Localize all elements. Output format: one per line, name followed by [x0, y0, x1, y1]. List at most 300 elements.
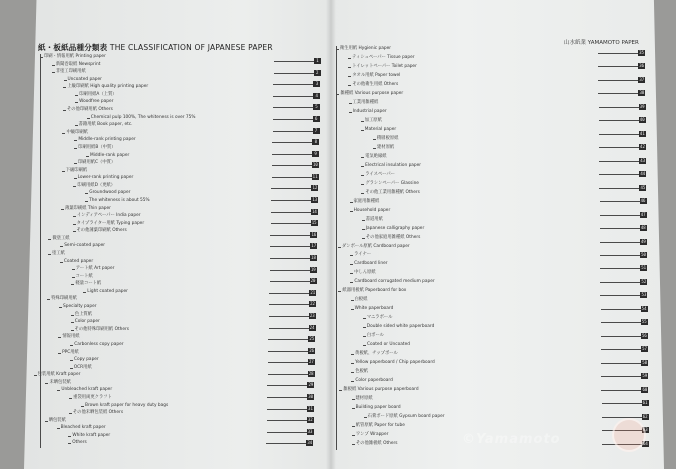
- category-label: その他雑板紙 Others: [355, 441, 398, 447]
- leader-line: [602, 417, 642, 418]
- branch-line: [352, 444, 355, 445]
- leader-line: [601, 376, 641, 377]
- branch-line: [63, 110, 66, 111]
- leader-line: [267, 397, 307, 398]
- category-label: 色板紙: [355, 369, 369, 375]
- leader-line: [600, 295, 640, 296]
- branch-line: [73, 224, 76, 225]
- branch-line: [351, 300, 354, 301]
- category-number-badge: 10: [312, 162, 318, 168]
- category-label: Material paper: [364, 126, 397, 132]
- branch-line: [338, 291, 341, 292]
- category-label: 軽量コート紙: [75, 281, 102, 287]
- category-label: 書籍用紙 Book paper, etc.: [78, 122, 133, 128]
- category-number-badge: 6: [313, 116, 320, 122]
- branch-line: [47, 299, 50, 300]
- category-number-badge: 47: [640, 211, 646, 217]
- leader-line: [267, 385, 307, 386]
- category-label: Groundwood paper: [89, 190, 131, 196]
- branch-line: [61, 209, 64, 210]
- category-label: ライスペーパー: [365, 171, 395, 177]
- category-number-badge: 51: [641, 265, 647, 271]
- category-number-badge: 31: [308, 405, 313, 411]
- category-number-badge: 61: [642, 400, 648, 406]
- branch-line: [70, 345, 73, 346]
- leader-line: [598, 93, 638, 94]
- category-label: グラシンペーパー Glassine: [365, 180, 419, 186]
- category-label: Household paper: [353, 207, 391, 213]
- leader-line: [601, 390, 641, 391]
- branch-line: [363, 345, 366, 346]
- category-label: 重袋用両更クラフト: [73, 394, 112, 400]
- leader-line: [274, 73, 314, 74]
- branch-line: [364, 417, 367, 418]
- branch-line: [87, 118, 90, 119]
- category-label: 印刷・情報用紙 Printing paper: [44, 54, 106, 59]
- category-number-badge: 45: [640, 184, 646, 190]
- branch-line: [62, 133, 65, 134]
- category-label: 印刷用紙A（上質）: [79, 91, 117, 97]
- category-label: Carbonless copy paper: [74, 341, 124, 347]
- leader-line: [273, 119, 313, 120]
- category-label: コート紙: [75, 273, 93, 279]
- category-label: 黄板紙、チップボール: [355, 351, 398, 357]
- branch-line: [363, 336, 366, 337]
- publisher-jp: 山水紙業: [564, 40, 587, 46]
- category-label: Chemical pulp 100%, The whiteness is over 75%: [90, 114, 196, 120]
- leader-line: [600, 228, 640, 229]
- category-label: 紙器用板紙 Paperboard for box: [342, 288, 407, 294]
- branch-line: [363, 327, 366, 328]
- tree-trunk-line: [40, 54, 41, 448]
- leader-line: [601, 336, 641, 337]
- branch-line: [85, 201, 88, 202]
- leader-line: [270, 246, 310, 247]
- category-label: 新聞巻取紙 Newsprint: [55, 61, 101, 67]
- branch-line: [361, 184, 364, 185]
- leader-line: [269, 316, 309, 317]
- category-number-badge: 44: [640, 171, 646, 177]
- category-number-badge: 50: [641, 252, 646, 257]
- branch-line: [73, 186, 76, 187]
- leader-line: [272, 142, 312, 143]
- category-label: Brown kraft paper for heavy duty bags: [85, 402, 169, 408]
- category-number-badge: 20: [310, 278, 316, 284]
- branch-line: [339, 390, 342, 391]
- category-number-badge: 24: [309, 324, 315, 330]
- branch-line: [338, 247, 341, 248]
- leader-line: [601, 363, 641, 364]
- branch-line: [73, 231, 76, 232]
- branch-line: [48, 239, 51, 240]
- category-label: 塗工紙: [52, 251, 65, 256]
- branch-line: [73, 216, 76, 217]
- leader-line: [269, 293, 309, 294]
- leader-line: [598, 53, 638, 54]
- category-label: ティシュペーパー Tissue paper: [352, 54, 415, 60]
- branch-line: [373, 148, 376, 149]
- chart-title-en: THE CLASSIFICATION OF JAPANESE PAPER: [109, 43, 273, 52]
- tree-trunk-line: [336, 46, 337, 450]
- watermark: ©Yamamoto: [462, 432, 561, 447]
- branch-line: [69, 398, 72, 399]
- leader-line: [601, 309, 641, 310]
- branch-line: [74, 140, 77, 141]
- branch-line: [349, 103, 352, 104]
- category-label: 書道用紙: [365, 216, 383, 222]
- leader-line: [268, 374, 308, 375]
- branch-line: [350, 264, 353, 265]
- branch-line: [85, 193, 88, 194]
- leader-line: [270, 270, 310, 271]
- category-label: 印刷用紙C（中質）: [77, 160, 116, 166]
- category-number-badge: 28: [308, 370, 314, 376]
- category-label: タイプライター用紙 Typing paper: [76, 220, 145, 226]
- leader-line: [271, 223, 311, 224]
- leader-line: [598, 66, 638, 67]
- category-number-badge: 41: [639, 130, 645, 136]
- category-label: 微塗工紙: [52, 235, 70, 241]
- category-label: Electrical insulation paper: [365, 162, 422, 168]
- category-label: Bleached kraft paper: [60, 425, 106, 431]
- branch-line: [351, 309, 354, 310]
- leader-line: [600, 201, 640, 202]
- category-label: OCR用紙: [73, 364, 92, 370]
- category-label: Light coated paper: [87, 288, 128, 294]
- leader-line: [270, 258, 310, 259]
- category-label: 未晒包装紙: [49, 379, 71, 385]
- category-label: 中しん原紙: [354, 270, 376, 276]
- category-number-badge: 30: [308, 394, 314, 400]
- category-label: 雑種紙 Various purpose paper: [340, 90, 404, 96]
- branch-line: [58, 353, 61, 354]
- category-label: PPC用紙: [62, 349, 79, 355]
- leader-line: [272, 177, 312, 178]
- category-number-badge: 16: [311, 231, 317, 237]
- category-label: 印刷用紙D（更紙）: [77, 182, 116, 188]
- category-number-badge: 27: [308, 359, 314, 365]
- category-number-badge: 36: [639, 63, 645, 69]
- branch-line: [75, 95, 78, 96]
- branch-line: [363, 318, 366, 319]
- branch-line: [361, 193, 364, 194]
- branch-line: [74, 178, 77, 179]
- category-number-badge: 53: [641, 292, 647, 298]
- category-label: その他特殊印刷用紙 Others: [74, 326, 130, 332]
- leader-line: [267, 409, 307, 410]
- branch-line: [361, 121, 364, 122]
- branch-line: [352, 399, 355, 400]
- category-label: Color paper: [74, 319, 100, 325]
- category-label: トイレットペーパー Toilet paper: [352, 63, 417, 69]
- branch-line: [348, 67, 351, 68]
- category-number-badge: 55: [641, 319, 647, 325]
- category-number-badge: 52: [641, 278, 647, 284]
- branch-line: [362, 238, 365, 239]
- category-number-badge: 7: [313, 128, 320, 134]
- branch-line: [361, 157, 364, 158]
- category-label: 上級印刷紙 High quality printing paper: [67, 84, 149, 90]
- category-label: 工業用雑種紙: [352, 99, 379, 105]
- category-label: Copy paper: [73, 357, 99, 363]
- category-label: 衛生用紙 Hygienic paper: [340, 46, 392, 51]
- category-label: アート紙 Art paper: [75, 266, 115, 272]
- publisher-en: YAMAMOTO PAPER: [587, 40, 639, 46]
- category-number-badge: 4: [313, 93, 320, 99]
- category-label: その他工業用雑種紙 Others: [365, 189, 420, 195]
- branch-line: [352, 435, 355, 436]
- branch-line: [45, 421, 48, 422]
- category-label: Cardboard corrugated medium paper: [354, 279, 435, 285]
- category-label: Coated paper: [63, 258, 94, 264]
- category-number-badge: 11: [312, 173, 318, 179]
- category-number-badge: 43: [640, 157, 646, 163]
- category-label: 情報用紙: [62, 334, 80, 340]
- branch-line: [71, 322, 74, 323]
- category-label: その他未晒包装紙 Others: [72, 410, 124, 416]
- leader-line: [598, 80, 638, 81]
- branch-line: [361, 130, 364, 131]
- branch-line: [373, 139, 376, 140]
- category-label: Middle-rank paper: [90, 152, 130, 158]
- category-label: ダンボール原紙 Cardboard paper: [341, 243, 410, 249]
- category-number-badge: 2: [314, 70, 321, 76]
- leader-line: [599, 134, 639, 135]
- category-number-badge: 21: [310, 289, 316, 295]
- category-label: タオル用紙 Paper towel: [352, 72, 401, 78]
- branch-line: [350, 211, 353, 212]
- branch-line: [361, 175, 364, 176]
- category-number-badge: 60: [642, 386, 648, 392]
- category-number-badge: 58: [642, 359, 648, 365]
- category-label: 薄葉印刷紙 Thin paper: [64, 205, 111, 211]
- page-fold: [326, 0, 336, 469]
- category-number-badge: 9: [312, 151, 319, 157]
- category-number-badge: 48: [640, 225, 646, 231]
- category-label: 石膏ボード原紙 Gypsum board paper: [367, 414, 445, 420]
- leader-line: [273, 84, 313, 85]
- leader-line: [269, 304, 309, 305]
- category-number-badge: 12: [312, 185, 318, 191]
- category-number-badge: 59: [642, 373, 648, 379]
- branch-line: [69, 413, 72, 414]
- branch-line: [63, 87, 66, 88]
- branch-line: [57, 428, 60, 429]
- category-number-badge: 33: [307, 428, 313, 434]
- category-label: 紙管原紙 Paper for tube: [355, 423, 405, 429]
- category-label: マニラボール: [366, 315, 393, 321]
- category-number-badge: 23: [309, 312, 315, 318]
- category-label: Building paper board: [355, 405, 401, 411]
- branch-line: [361, 166, 364, 167]
- category-label: Coated or Uncoated: [366, 342, 410, 348]
- category-label: Unbleached kraft paper: [61, 387, 113, 393]
- category-label: Semi-coated paper: [64, 243, 106, 249]
- branch-line: [350, 282, 353, 283]
- leader-line: [273, 107, 313, 108]
- branch-line: [336, 94, 339, 95]
- leader-line: [599, 120, 639, 121]
- branch-line: [68, 443, 71, 444]
- category-number-badge: 1: [314, 58, 321, 64]
- branch-line: [58, 337, 61, 338]
- leader-line: [602, 403, 642, 404]
- category-number-badge: 64: [643, 440, 648, 446]
- category-number-badge: 32: [307, 417, 313, 423]
- category-label: ワンプ Wrapper: [355, 432, 389, 438]
- category-number-badge: 62: [642, 413, 648, 419]
- branch-line: [70, 360, 73, 361]
- category-number-badge: 35: [639, 50, 644, 55]
- category-label: Middle-rank printing paper: [78, 137, 136, 143]
- branch-line: [351, 372, 354, 373]
- branch-line: [75, 125, 78, 126]
- branch-line: [350, 255, 353, 256]
- category-number-badge: 29: [308, 382, 314, 388]
- leader-line: [268, 351, 308, 352]
- category-label: 非塗工印刷用紙: [55, 69, 86, 75]
- branch-line: [81, 406, 84, 407]
- branch-line: [350, 273, 353, 274]
- branch-line: [72, 269, 75, 270]
- category-label: 特殊印刷用紙: [51, 296, 77, 302]
- category-label: 下級印刷紙: [65, 167, 88, 173]
- category-label: その他印刷用紙 Others: [66, 107, 113, 113]
- category-label: Double sided white paperboard: [366, 324, 435, 330]
- category-label: Yellow paperboard / Chip paperboard: [355, 360, 435, 366]
- branch-line: [350, 202, 353, 203]
- category-label: 建材原紙: [355, 396, 373, 402]
- category-number-badge: 22: [310, 301, 315, 307]
- branch-line: [362, 229, 365, 230]
- category-number-badge: 37: [639, 76, 645, 82]
- category-label: 雑板紙 Various purpose paperboard: [343, 387, 419, 393]
- category-label: ライナー: [354, 252, 372, 258]
- category-label: その他薄葉印刷紙 Others: [76, 228, 127, 234]
- category-number-badge: 5: [313, 104, 320, 110]
- leader-line: [267, 420, 307, 421]
- category-label: 家庭用雑種紙: [353, 198, 380, 204]
- category-label: Lower-rank printing paper: [77, 175, 134, 181]
- leader-line: [268, 362, 308, 363]
- publisher-name: [564, 38, 639, 46]
- leader-line: [599, 188, 639, 189]
- category-label: Japanese calligraphy paper: [365, 225, 425, 231]
- category-label: The whiteness is about 55%: [89, 197, 150, 203]
- category-label: Specialty paper: [62, 304, 97, 310]
- leader-line: [271, 188, 311, 189]
- category-label: その他衛生用紙 Others: [352, 81, 399, 87]
- leader-line: [271, 212, 311, 213]
- category-number-badge: 18: [311, 255, 316, 260]
- leader-line: [599, 161, 639, 162]
- category-number-badge: 3: [313, 81, 320, 87]
- branch-line: [75, 102, 78, 103]
- branch-line: [60, 262, 63, 263]
- category-label: 建材原紙: [376, 144, 395, 150]
- category-number-badge: 8: [312, 139, 319, 145]
- branch-line: [349, 112, 352, 113]
- category-number-badge: 13: [312, 197, 318, 203]
- branch-line: [351, 354, 354, 355]
- category-label: Cardboard liner: [354, 261, 388, 267]
- leader-line: [600, 282, 640, 283]
- chart-title-jp: 紙・板紙品種分類表: [38, 43, 108, 52]
- category-label: 電気絶縁紙: [365, 153, 387, 159]
- category-number-badge: 57: [642, 346, 647, 352]
- leader-line: [270, 235, 310, 236]
- category-label: 加工原紙: [364, 117, 382, 123]
- category-number-badge: 17: [311, 243, 317, 249]
- category-number-badge: 63: [642, 427, 648, 433]
- category-label: 包装用紙 Kraft paper: [37, 372, 81, 378]
- leader-line: [601, 322, 641, 323]
- chart-title: [38, 42, 273, 53]
- branch-line: [348, 76, 351, 77]
- category-number-badge: 42: [640, 144, 645, 150]
- category-number-badge: 54: [641, 305, 647, 311]
- leader-line: [599, 174, 639, 175]
- leader-line: [267, 432, 307, 433]
- branch-line: [72, 277, 75, 278]
- category-label: Color paperboard: [355, 378, 393, 384]
- branch-line: [48, 254, 51, 255]
- branch-line: [62, 171, 65, 172]
- leader-line: [274, 61, 314, 62]
- leader-line: [600, 215, 640, 216]
- branch-line: [64, 80, 67, 81]
- category-label: その他家庭用雑種紙 Others: [365, 234, 421, 240]
- leader-line: [271, 200, 311, 201]
- category-number-badge: 34: [307, 440, 313, 446]
- category-number-badge: 14: [311, 208, 317, 214]
- branch-line: [70, 368, 73, 369]
- branch-line: [351, 381, 354, 382]
- leader-line: [269, 328, 309, 329]
- branch-line: [71, 284, 74, 285]
- branch-line: [60, 246, 63, 247]
- category-number-badge: 49: [641, 238, 646, 244]
- category-label: 中級印刷紙: [66, 129, 88, 135]
- branch-line: [352, 426, 355, 427]
- branch-line: [348, 85, 351, 86]
- category-label: 晒包装紙: [48, 417, 66, 423]
- category-number-badge: 25: [309, 336, 315, 342]
- category-label: 積層板原紙: [376, 135, 399, 141]
- leader-line: [272, 165, 312, 166]
- branch-line: [74, 163, 77, 164]
- category-number-badge: 38: [639, 90, 645, 96]
- category-label: 印刷用紙B（中質）: [78, 144, 116, 150]
- leader-line: [272, 154, 312, 155]
- category-number-badge: 56: [641, 332, 647, 338]
- category-number-badge: 39: [639, 103, 645, 109]
- branch-line: [362, 220, 365, 221]
- branch-line: [45, 383, 48, 384]
- category-label: Industrial paper: [352, 108, 387, 114]
- branch-line: [71, 315, 74, 316]
- leader-line: [600, 255, 640, 256]
- category-label: 白ボール: [366, 333, 384, 339]
- leader-line: [600, 268, 640, 269]
- leader-line: [266, 443, 306, 444]
- leader-line: [599, 147, 639, 148]
- branch-line: [52, 65, 55, 66]
- branch-line: [74, 148, 77, 149]
- branch-line: [34, 375, 37, 376]
- branch-line: [352, 408, 355, 409]
- leader-line: [601, 349, 641, 350]
